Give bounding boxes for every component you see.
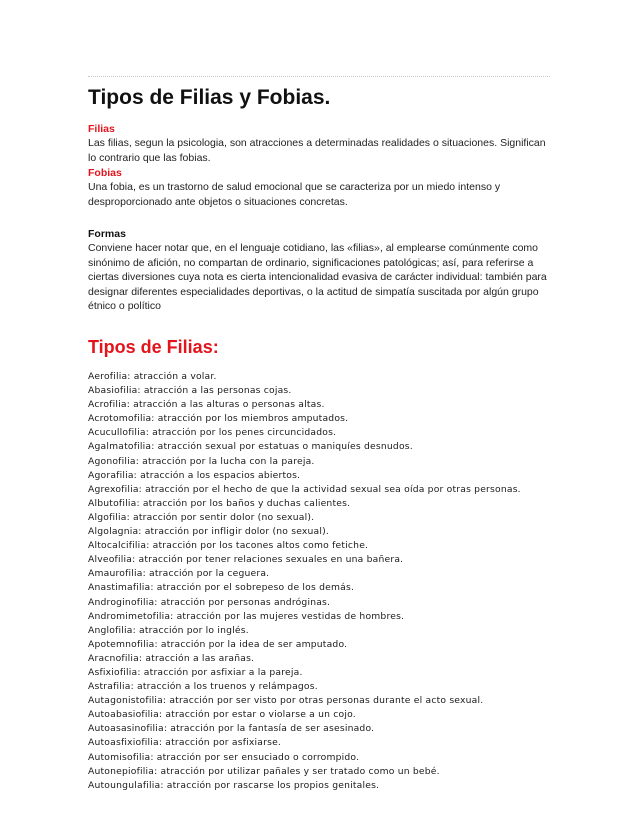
list-item: Autoasfixiofilia: atracción por asfixiarse. (88, 737, 282, 749)
list-item: Androginofilia: atracción por personas andróginas. (88, 596, 331, 608)
list-item: Albutofilia: atracción por los baños y duchas calientes. (88, 497, 351, 509)
list-item: Agalmatofilia: atracción sexual por estatuas o maniquíes desnudos. (88, 441, 413, 453)
list-item: Astrafilia: atracción a los truenos y relámpagos. (88, 681, 318, 693)
list-item: Aracnofilia: atracción a las arañas. (88, 652, 255, 664)
list-item: Autagonistofilia: atracción por ser visto por otras personas durante el acto sexual. (88, 695, 484, 707)
list-item: Autoasasinofilia: atracción por la fantasía de ser asesinado. (88, 723, 375, 735)
section-text-filias: Las filias, segun la psicologia, son atracciones a determinadas realidades o situaciones. Significan lo contrario que las fobias. (88, 137, 546, 164)
list-item: Acrotomofilia: atracción por los miembros amputados. (88, 413, 349, 425)
section-filias (88, 123, 550, 165)
section-text-fobias: Una fobia, es un trastorno de salud emocional que se caracteriza por un miedo intenso y desproporcionado ante objetos o situaciones concretas. (88, 181, 501, 208)
list-item: Abasiofilia: atracción a las personas cojas. (88, 385, 292, 397)
list-item: Agorafilia: atracción a los espacios abiertos. (88, 469, 301, 481)
filias-list (88, 370, 558, 793)
section-heading-formas: Formas (88, 228, 126, 240)
list-item: Alveofilia: atracción por tener relaciones sexuales en una bañera. (88, 554, 404, 566)
list-item: Algofilia: atracción por sentir dolor (no sexual). (88, 511, 315, 523)
list-item: Aerofilia: atracción a volar. (88, 371, 217, 382)
list-item: Autoungulafilia: atracción por rascarse los propios genitales. (88, 779, 380, 791)
section-text-formas: Conviene hacer notar que, en el lenguaje cotidiano, las «filias», al emplearse comúnmente como sinónimo de afición, no compartan de ordinario, significaciones patológicas; así, para referirse a ciertas diversiones cuya nota es cierta intencionalidad evasiva de carácter individual: también para designar diferentes especialidades deportivas, o la actitud de simpatía suscitada por algún grupo étnico o político (88, 242, 547, 312)
list-item: Anglofilia: atracción por lo inglés. (88, 624, 249, 636)
list-item: Algolagnia: atracción por infligir dolor (no sexual). (88, 526, 330, 538)
list-item: Acrofilia: atracción a las alturas o personas altas. (88, 399, 325, 411)
list-item: Autonepiofilia: atracción por utilizar pañales y ser tratado como un bebé. (88, 765, 440, 777)
list-item: Acucullofilia: atracción por los penes circuncidados. (88, 427, 337, 439)
section-heading-filias: Filias (88, 123, 115, 135)
filias-list-title: Tipos de Filias: (88, 337, 219, 357)
list-item: Anastimafilia: atracción por el sobrepeso de los demás. (88, 582, 355, 594)
section-formas (88, 228, 550, 314)
top-divider (88, 76, 550, 77)
list-item: Andromimetofilia: atracción por las mujeres vestidas de hombres. (88, 610, 405, 622)
section-fobias (88, 167, 550, 209)
list-item: Asfixiofilia: atracción por asfixiar a la pareja. (88, 666, 303, 678)
list-item: Agrexofilia: atracción por el hecho de que la actividad sexual sea oída por otras personas. (88, 483, 521, 495)
section-heading-fobias: Fobias (88, 167, 122, 179)
list-item: Agonofilia: atracción por la lucha con la pareja. (88, 455, 315, 467)
list-item: Apotemnofilia: atracción por la idea de ser amputado. (88, 638, 348, 650)
list-item: Amaurofilia: atracción por la ceguera. (88, 568, 270, 580)
list-item: Autoabasiofilia: atracción por estar o violarse a un cojo. (88, 709, 356, 721)
list-item: Altocalcifilia: atracción por los tacones altos como fetiche. (88, 540, 369, 552)
list-item: Automisofilia: atracción por ser ensuciado o corrompido. (88, 751, 360, 763)
page-title: Tipos de Filias y Fobias. (88, 86, 331, 109)
